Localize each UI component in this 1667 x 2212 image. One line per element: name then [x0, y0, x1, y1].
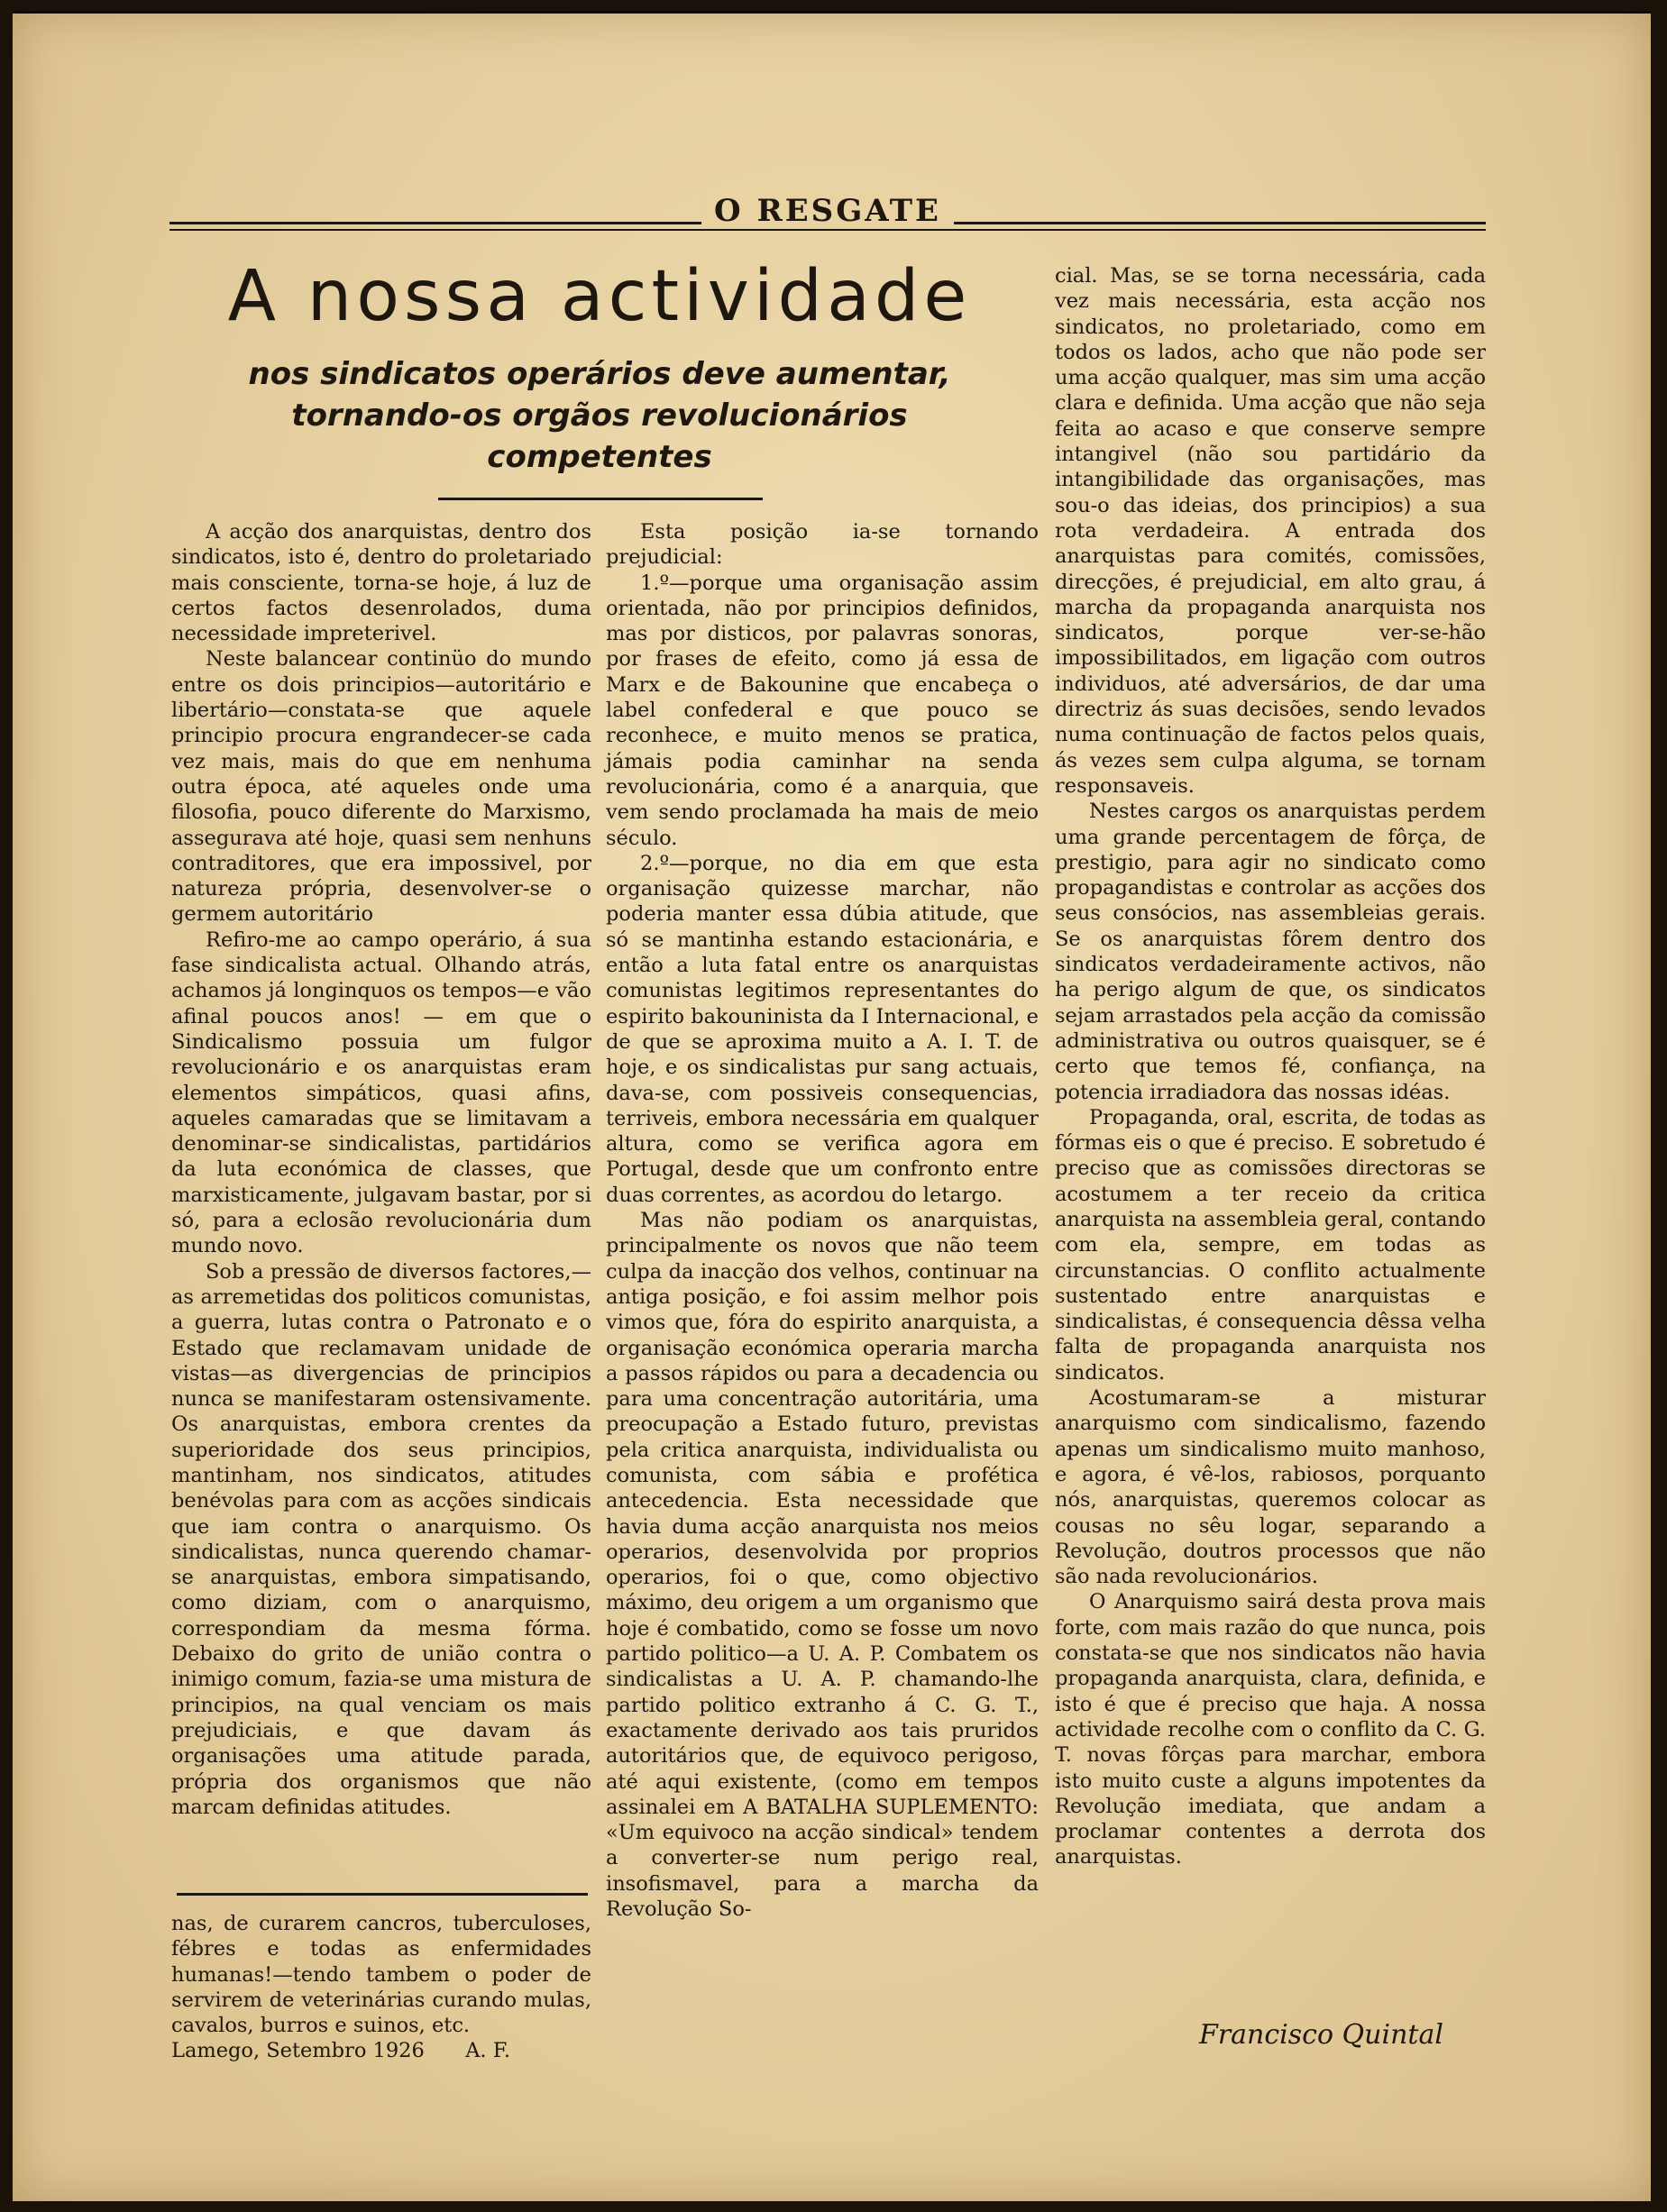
headline-divider [438, 498, 763, 500]
paragraph: Acostumaram-se a misturar anarquismo com sindicalismo, fazendo apenas um sindicalismo muito manhoso, e agora, é vê-los, rabiosos, porquanto nós, anarquistas, queremos colocar as cousas no sêu logar, separando a Revolução, doutros processos que não são nada revolucionários. [1055, 1386, 1486, 1589]
author-signature: Francisco Quintal [1199, 2019, 1443, 2051]
article-column-1 [171, 519, 591, 1820]
paragraph: Refiro-me ao campo operário, á sua fase sindicalista actual. Olhando atrás, achamos já longinquos os tempos—e vão afinal poucos anos! — em que o Sindicalismo possuia um fulgor revolucionário e os anarquistas eram elementos simpáticos, quasi afins, aqueles camaradas que se limitavam a denominar-se sindicalistas, partidários da luta económica de classes, que marxisticamente, julgavam bastar, por si só, para a eclosão revolucionária dum mundo novo. [171, 928, 591, 1258]
subheadline-line: competentes [487, 439, 712, 475]
previous-article-tail [171, 1911, 591, 2064]
masthead-rule-thin [169, 229, 1486, 231]
paragraph: cial. Mas, se se torna necessária, cada vez mais necessária, esta acção nos sindicatos, no proletariado, como em todos os lados, acho que não pode ser uma acção qualquer, mas sim uma acção clara e definida. Uma acção que não seja feita ao acaso e que conserve sempre intangivel (não sou partidário da intangibilidade das organisações, mas sou-o das ideias, dos principios) a sua rota verdadeira. A entrada dos anarquistas para comités, comissões, direcções, é prejudicial, em alto grau, á marcha da propaganda anarquista nos sindicatos, porque ver-se-hão impossibilitados, em ligação com outros individuos, até adversários, de dar uma directriz ás suas decisões, sendo levados numa continuação de factos pelos quais, ás vezes sem culpa alguma, se tornam responsaveis. [1055, 264, 1486, 798]
page-edge [13, 11, 1651, 14]
article-headline: A nossa actividade [227, 256, 972, 337]
paragraph: O Anarquismo sairá desta prova mais forte, com mais razão do que nunca, pois constata-se que nos sindicatos não havia propaganda anarquista, clara, definida, e isto é que é preciso que haja. A nossa actividade recolhe com o conflito da C. G. T. novas fôrças para marchar, embora isto muito custe a alguns impotentes da Revolução imediata, que andam a proclamar contentes a derrota dos anarquistas. [1055, 1590, 1486, 1869]
byline-place-date: Lamego, Setembro 1926 [171, 2039, 425, 2063]
paragraph: Nestes cargos os anarquistas perdem uma grande percentagem de fôrça, de prestigio, para agir no sindicato como propagandistas e controlar as acções dos seus consócios, nas assembleias gerais. Se os anarquistas fôrem dentro dos sindicatos verdadeiramente activos, não ha perigo algum de que, os sindicatos sejam arrastados pela acção da comissão administrativa ou outros quaisquer, se é certo que temos fé, confiança, na potencia irradiadora das nossas idéas. [1055, 800, 1486, 1104]
subheadline-line: nos sindicatos operários deve aumentar, [248, 356, 951, 392]
paragraph: 1.º—porque uma organisação assim orientada, não por principios definidos, mas por disticos, por palavras sonoras, por frases de efeito, como já essa de Marx e de Bakounine que encabeça o label confederal e que pouco se reconhece, e muito menos se pratica, jámais podia caminhar na senda revolucionária, como é a anarquia, que vem sendo proclamada ha mais de meio século. [606, 571, 1039, 850]
byline [171, 2038, 591, 2063]
paragraph: Neste balancear continüo do mundo entre os dois principios—autoritário e libertário—constata-se que aquele principio procura engrandecer-se cada vez mais, mais do que em nenhuma outra época, até aqueles onde uma filosofia, pouco diferente do Marxismo, assegurava até hoje, quasi sem nenhuns contraditores, que era impossivel, por natureza própria, desenvolver-se o germem autoritário [171, 647, 591, 927]
paragraph: Propaganda, oral, escrita, de todas as fórmas eis o que é preciso. E sobretudo é preciso que as comissões directoras se acostumem a ter receio da critica anarquista na assembleia geral, contando com ela, sempre, em todas as circunstancias. O conflito actualmente sustentado entre anarquistas e sindicalistas, é consequencia dêssa velha falta de propaganda anarquista nos sindicatos. [1055, 1105, 1486, 1385]
paragraph: Esta posição ia-se tornando prejudicial: [606, 520, 1039, 570]
paragraph: Sob a pressão de diversos factores,—as arremetidas dos politicos comunistas, a guerra, lutas contra o Patronato e o Estado que reclamavam unidade de vistas—as divergencias de principios nunca se manifestaram ostensivamente. Os anarquistas, embora crentes da superioridade dos seus principios, mantinham, nos sindicatos, atitudes benévolas para com as acções sindicais que iam contra o anarquismo. Os sindicalistas, nunca querendo chamar-se anarquistas, embora simpatisando, como diziam, com o anarquismo, correspondiam da mesma fórma. Debaixo do grito de união contra o inimigo comum, fazia-se uma mistura de principios, na qual venciam os mais prejudiciais, e que davam ás organisações uma atitude parada, própria dos organismos que não marcam definidas atitudes. [171, 1259, 591, 1819]
article-column-2 [606, 519, 1039, 1922]
masthead [169, 189, 1486, 236]
paragraph: nas, de curarem cancros, tuberculoses, fébres e todas as enfermidades humanas!—tendo tambem o poder de servirem de veterinárias curando mulas, cavalos, burros e suinos, etc. [171, 1912, 591, 2038]
article-column-3 [1055, 263, 1486, 1870]
byline-author: A. F. [465, 2039, 510, 2063]
subheadline-line: tornando-os orgãos revolucionários [291, 398, 908, 434]
column-divider [177, 1893, 588, 1896]
paragraph: A acção dos anarquistas, dentro dos sindicatos, isto é, dentro do proletariado mais consciente, torna-se hoje, á luz de certos factos desenrolados, duma necessidade impreterivel. [171, 520, 591, 646]
newspaper-title: O RESGATE [701, 193, 954, 229]
article-subheadline [198, 353, 1001, 478]
paragraph: Mas não podiam os anarquistas, principalmente os novos que não teem culpa da inacção dos velhos, continuar na antiga posição, e foi assim melhor pois vimos que, fóra do espirito anarquista, a organisação económica operaria marcha a passos rápidos ou para a decadencia ou para uma concentração autoritária, uma preocupação a Estado futuro, previstas pela critica anarquista, individualista ou comunista, com sábia e profética antecedencia. Esta necessidade que havia duma acção anarquista nos meios operarios, desenvolvida por proprios operarios, foi o que, como objectivo máximo, deu origem a um organismo que hoje é combatido, como se fosse um novo partido politico—a U. A. P. Combatem os sindicalistas a U. A. P. chamando-lhe partido politico extranho á C. G. T., exactamente derivado aos tais pruridos autoritários que, de equivoco perigoso, até aqui existente, (como em tempos assinalei em A BATALHA SUPLEMENTO: «Um equivoco na acção sindical» tendem a converter-se num perigo real, insofismavel, para a marcha da Revolução So- [606, 1209, 1039, 1922]
paragraph: 2.º—porque, no dia em que esta organisação quizesse marchar, não poderia manter essa dúbia atitude, que só se mantinha estando estacionária, e então a luta fatal entre os anarquistas comunistas legitimos representantes do espirito bakouninista da I Internacional, e de que se aproxima muito a A. I. T. de hoje, e os sindicalistas pur sang actuais, dava-se, com possiveis consequencias, terriveis, embora necessária em qualquer altura, como se verifica agora em Portugal, desde que um confronto entre duas correntes, as acordou do letargo. [606, 851, 1039, 1207]
